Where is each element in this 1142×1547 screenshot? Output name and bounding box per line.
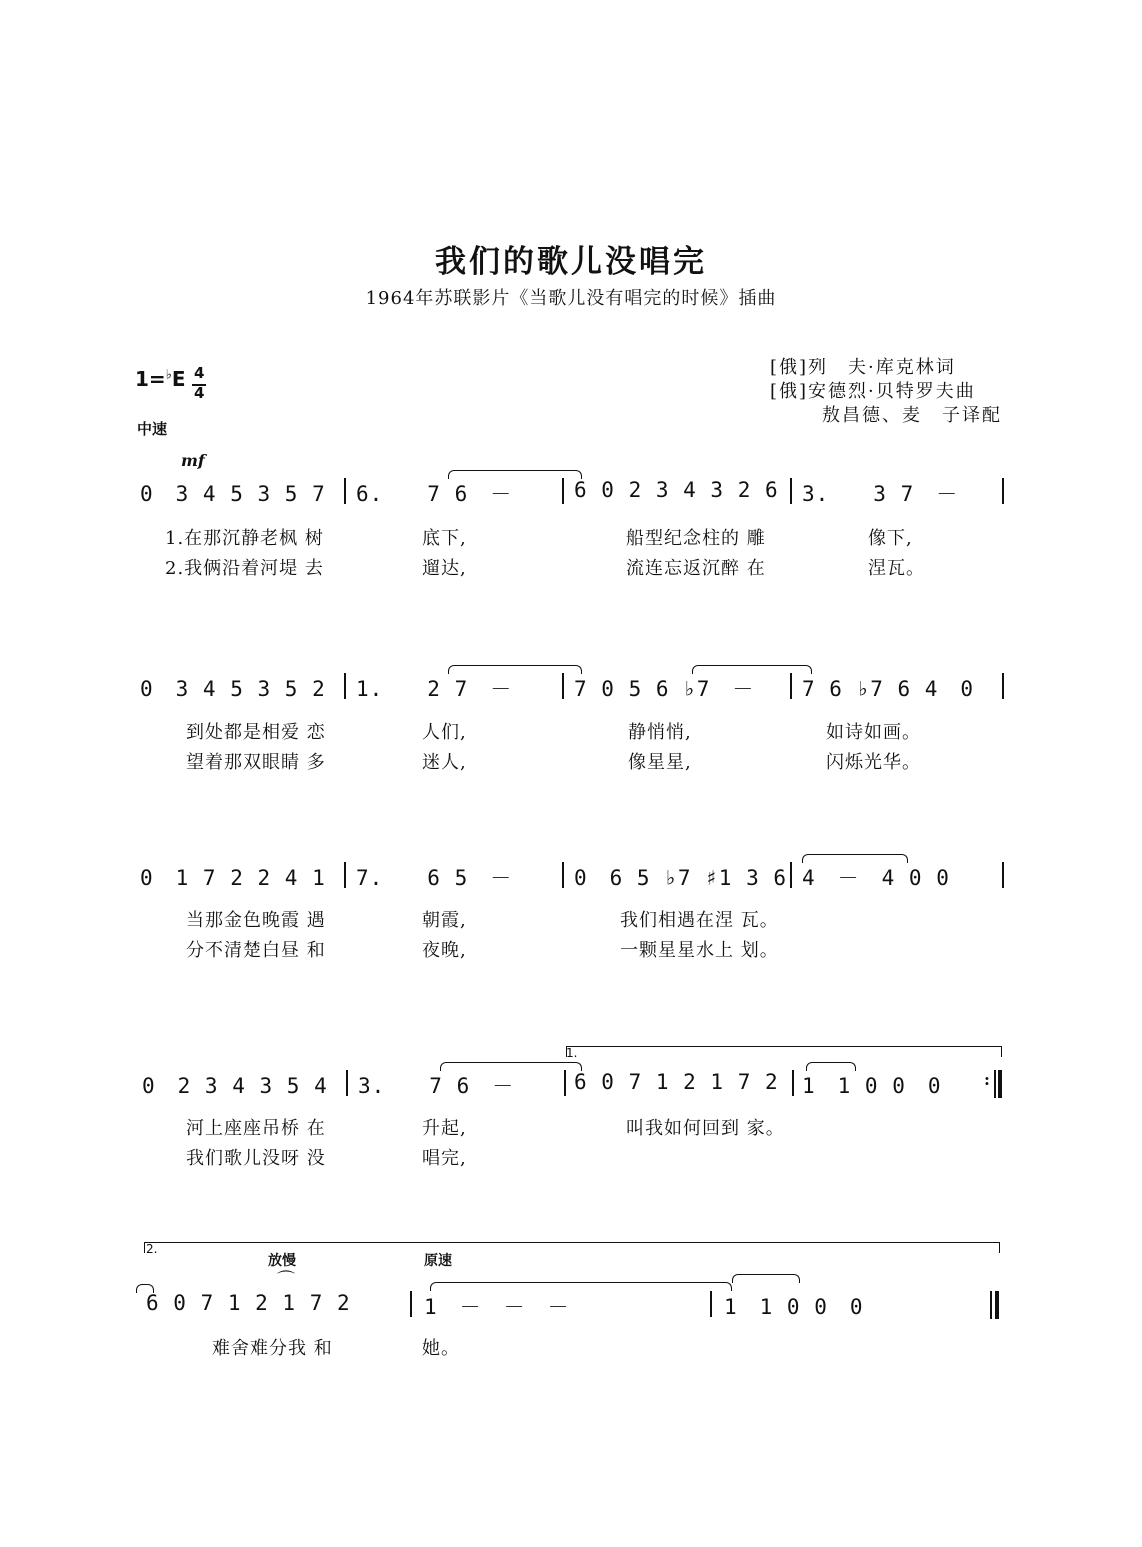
measure-1-3-notes: 6 0 2 3 4 3 2 6 bbox=[574, 478, 779, 502]
lyric-2-3: 流连忘返沉醉 在 bbox=[626, 558, 766, 579]
lyric-1-3: 叫我如何回到 家。 bbox=[626, 1118, 785, 1139]
lyric-2-3: 一颗星星水上 划。 bbox=[620, 940, 779, 961]
measure-2-3-notes: 7 0 5 6 ♭7 － bbox=[574, 677, 755, 701]
measure-4-1-notes: 0 2 3 4 3 5 4 bbox=[142, 1074, 328, 1098]
barline bbox=[564, 1070, 566, 1096]
key-note: E bbox=[171, 367, 186, 391]
barline bbox=[562, 478, 564, 504]
tie bbox=[732, 1274, 800, 1283]
lyric-2-2: 夜晚, bbox=[422, 940, 467, 961]
lyric-1-4: 如诗如画。 bbox=[826, 722, 921, 743]
composer-credit: [俄]安德烈·贝特罗夫曲 bbox=[770, 381, 976, 402]
key-flat: ♭ bbox=[165, 367, 172, 383]
repeat-heavy-barline bbox=[998, 1070, 1002, 1098]
fermata-icon: ⌒ bbox=[277, 1270, 295, 1291]
lyric-1-3: 我们相遇在涅 瓦。 bbox=[620, 910, 779, 931]
lyricist-credit: [俄]列 夫·库克林词 bbox=[770, 357, 956, 378]
measure-4-2-notes: 3. 7 6 － bbox=[358, 1074, 515, 1098]
measure-3-4-notes: 4 － 4 0 0 bbox=[802, 866, 950, 890]
lyric-2-2: 唱完, bbox=[422, 1148, 467, 1169]
lyric-2-1: 2.我俩沿着河堤 去 bbox=[165, 558, 324, 579]
measure-1-1-notes: 0 3 4 5 3 5 7 bbox=[140, 482, 326, 506]
measure-3-2-notes: 7. 6 5 － bbox=[356, 866, 513, 890]
tempo-mark: 中速 bbox=[137, 420, 168, 438]
measure-3-1-notes: 0 1 7 2 2 4 1 bbox=[140, 866, 326, 890]
barline bbox=[792, 1070, 794, 1096]
measure-3-3-notes: 0 6 5 ♭7 ♯1 3 6 bbox=[574, 866, 788, 890]
measure-1-4-notes: 3. 3 7 － bbox=[802, 482, 959, 506]
lyric-2-3: 像星星, bbox=[628, 752, 692, 773]
tie bbox=[692, 665, 812, 674]
lyric-2-2: 遛达, bbox=[422, 558, 467, 579]
lyric-1-1: 河上座座吊桥 在 bbox=[186, 1118, 326, 1139]
lyric-1-1: 当那金色晚霞 遇 bbox=[186, 910, 326, 931]
barline bbox=[790, 673, 792, 699]
lyric-1-2: 底下, bbox=[422, 528, 467, 549]
ritardando-mark: 放慢 bbox=[268, 1253, 296, 1269]
dynamic-mark: mf bbox=[181, 451, 205, 470]
tie bbox=[448, 470, 582, 479]
tie bbox=[448, 665, 582, 674]
measure-5-2-notes: 1 － － － bbox=[424, 1295, 570, 1319]
measure-5-3-notes: 1 1 0 0 0 bbox=[724, 1295, 864, 1319]
tie bbox=[802, 854, 908, 863]
lyric-1-4: 像下, bbox=[868, 528, 913, 549]
tie bbox=[430, 1282, 732, 1291]
lyric-2-1: 分不清楚白昼 和 bbox=[186, 940, 326, 961]
barline bbox=[710, 1291, 712, 1317]
song-title: 我们的歌儿没唱完 bbox=[435, 244, 707, 280]
barline bbox=[1002, 478, 1004, 504]
measure-4-3-notes: 6 0 7 1 2 1 7 2 bbox=[574, 1070, 779, 1094]
final-barline-heavy bbox=[995, 1291, 999, 1319]
tie bbox=[440, 1062, 582, 1071]
measure-1-2-notes: 6. 7 6 － bbox=[356, 482, 513, 506]
repeat-barline bbox=[994, 1070, 996, 1098]
barline bbox=[562, 862, 564, 888]
barline bbox=[790, 862, 792, 888]
key-prefix: 1= bbox=[135, 367, 166, 391]
lyric-1-3: 船型纪念柱的 雕 bbox=[626, 528, 766, 549]
barline bbox=[562, 673, 564, 699]
lyric-1-2: 升起, bbox=[422, 1118, 467, 1139]
lyric-2-2: 迷人, bbox=[422, 752, 467, 773]
a-tempo-mark: 原速 bbox=[424, 1253, 452, 1269]
lyric-1-3: 静悄悄, bbox=[628, 722, 692, 743]
lyric-1-2: 人们, bbox=[422, 722, 467, 743]
first-ending-number: 1. bbox=[566, 1046, 578, 1060]
measure-2-4-notes: 7 6 ♭7 6 4 0 bbox=[802, 677, 975, 701]
barline bbox=[1002, 673, 1004, 699]
barline bbox=[790, 478, 792, 504]
barline bbox=[410, 1291, 412, 1317]
lyric-2-1: 望着那双眼睛 多 bbox=[186, 752, 326, 773]
barline bbox=[344, 673, 346, 699]
lyric-2-4: 涅瓦。 bbox=[868, 558, 925, 579]
lyric-1-2: 她。 bbox=[422, 1338, 460, 1359]
first-ending-bracket bbox=[566, 1046, 1002, 1057]
measure-4-4-notes: 1 1 0 0 0 bbox=[802, 1074, 942, 1098]
tie bbox=[806, 1062, 856, 1071]
second-ending-number: 2. bbox=[146, 1242, 158, 1256]
barline bbox=[346, 1070, 348, 1096]
repeat-dots: : bbox=[984, 1070, 990, 1089]
barline bbox=[1002, 862, 1004, 888]
barline bbox=[344, 862, 346, 888]
measure-2-2-notes: 1. 2 7 － bbox=[356, 677, 513, 701]
final-barline-thin bbox=[990, 1291, 992, 1319]
lyric-2-4: 闪烁光华。 bbox=[826, 752, 921, 773]
lyric-1-2: 朝霞, bbox=[422, 910, 467, 931]
time-signature-bottom: 4 bbox=[194, 384, 205, 402]
lyric-1-1: 难舍难分我 和 bbox=[212, 1338, 333, 1359]
lyric-1-1: 1.在那沉静老枫 树 bbox=[165, 528, 324, 549]
key-signature bbox=[135, 367, 186, 391]
measure-5-1-notes: 6 0 7 1 2 1 7 2 bbox=[146, 1291, 351, 1315]
measure-2-1-notes: 0 3 4 5 3 5 2 bbox=[140, 677, 326, 701]
time-signature-top: 4 bbox=[194, 364, 205, 382]
lyric-2-1: 我们歌儿没呀 没 bbox=[186, 1148, 326, 1169]
lyric-1-1: 到处都是相爱 恋 bbox=[186, 722, 326, 743]
barline bbox=[344, 478, 346, 504]
translator-credit: 敖昌德、麦 子译配 bbox=[822, 405, 1002, 426]
song-subtitle: 1964年苏联影片《当歌儿没有唱完的时候》插曲 bbox=[365, 288, 777, 309]
